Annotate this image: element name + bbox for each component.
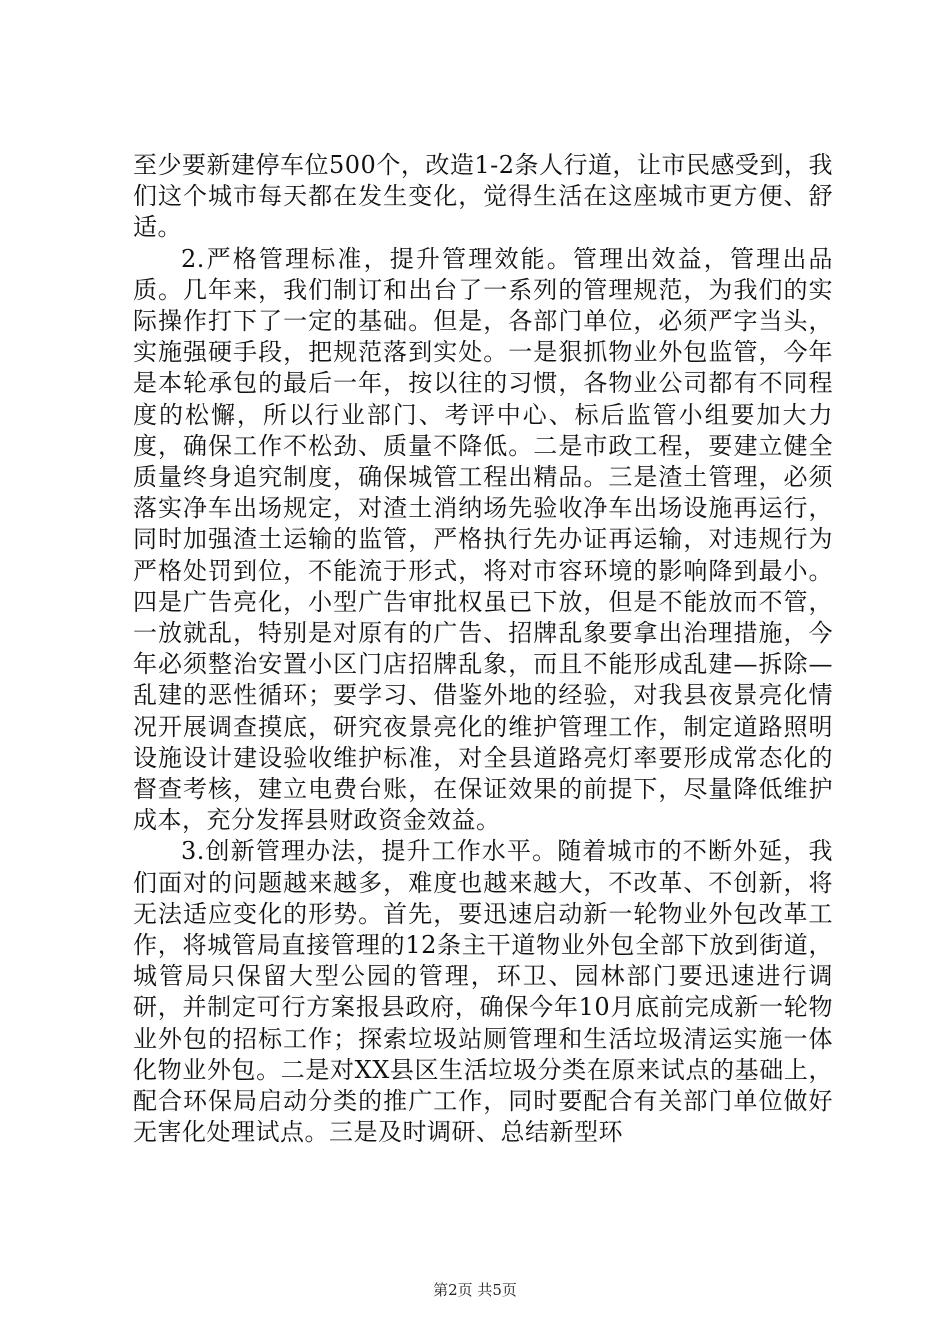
- paragraph-2: 2.严格管理标准，提升管理效能。管理出效益，管理出品质。几年来，我们制订和出台了一系列的管理规范，为我们的实际操作打下了一定的基础。但是，各部门单位，必须严字当头，实施强硬手段，把规范落到实处。一是狠抓物业外包监管，今年是本轮承包的最后一年，按以往的习惯，各物业公司都有不同程度的松懈，所以行业部门、考评中心、标后监管小组要加大力度，确保工作不松劲、质量不降低。二是市政工程，要建立健全质量终身追究制度，确保城管工程出精品。三是渣土管理，必须落实净车出场规定，对渣土消纳场先验收净车出场设施再运行，同时加强渣土运输的监管，严格执行先办证再运输，对违规行为严格处罚到位，不能流于形式，将对市容环境的影响降到最小。四是广告亮化，小型广告审批权虽已下放，但是不能放而不管，一放就乱，特别是对原有的广告、招牌乱象要拿出治理措施，今年必须整治安置小区门店招牌乱象，而且不能形成乱建—拆除—乱建的恶性循环；要学习、借鉴外地的经验，对我县夜景亮化情况开展调查摸底，研究夜景亮化的维护管理工作，制定道路照明设施设计建设验收维护标准，对全县道路亮灯率要形成常态化的督查考核，建立电费台账，在保证效果的前提下，尽量降低维护成本，充分发挥县财政资金效益。: [133, 244, 833, 835]
- document-body: [133, 150, 833, 1149]
- page-number: 第2页 共5页: [433, 1281, 517, 1299]
- paragraph-1: 至少要新建停车位500个，改造1-2条人行道，让市民感受到，我们这个城市每天都在发生变化，觉得生活在这座城市更方便、舒适。: [133, 151, 833, 242]
- page-footer: [0, 1280, 950, 1300]
- paragraph-3: 3.创新管理办法，提升工作水平。随着城市的不断外延，我们面对的问题越来越多，难度也越来越大，不改革、不创新，将无法适应变化的形势。首先，要迅速启动新一轮物业外包改革工作，将城管局直接管理的12条主干道物业外包全部下放到街道，城管局只保留大型公园的管理，环卫、园林部门要迅速进行调研，并制定可行方案报县政府，确保今年10月底前完成新一轮物业外包的招标工作；探索垃圾站厕管理和生活垃圾清运实施一体化物业外包。二是对XX县区生活垃圾分类在原来试点的基础上，配合环保局启动分类的推广工作，同时要配合有关部门单位做好无害化处理试点。三是及时调研、总结新型环: [133, 837, 833, 1147]
